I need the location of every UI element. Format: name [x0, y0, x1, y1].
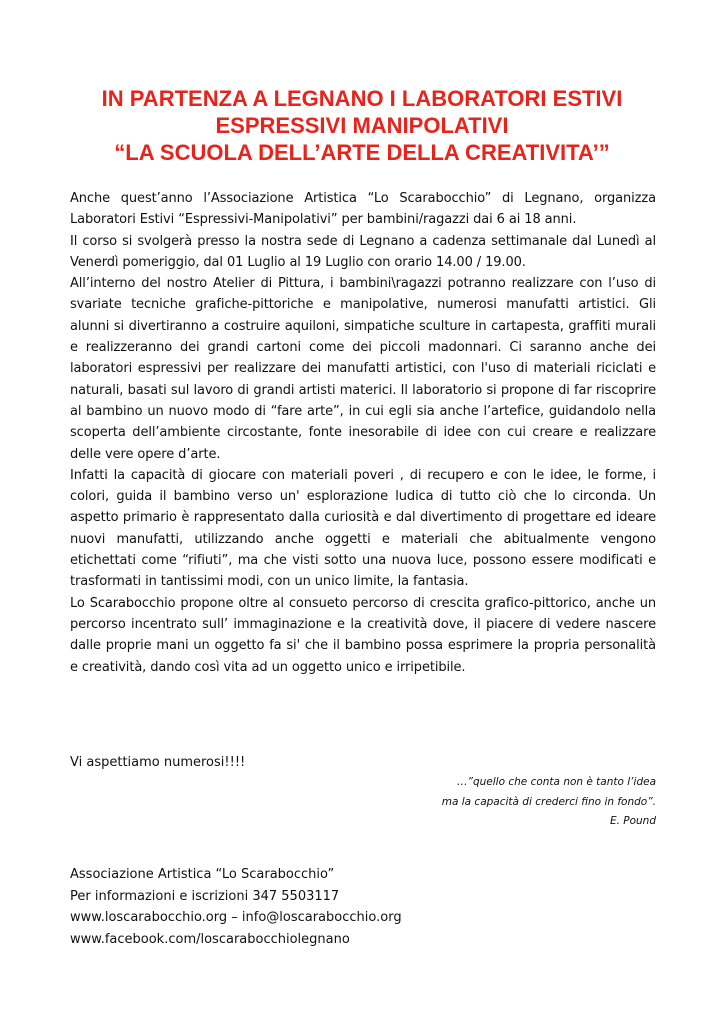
quote-line-2: ma la capacità di crederci fino in fondo”. — [441, 795, 656, 808]
title-line-1: IN PARTENZA A LEGNANO I LABORATORI ESTIVI — [101, 86, 623, 111]
paragraph-schedule: Il corso si svolgerà presso la nostra sede di Legnano a cadenza settimanale dal Lunedì al Venerdì pomeriggio, dal 01 Luglio al 19 Luglio con orario 14.00 / 19.00. — [70, 233, 656, 270]
body-text — [70, 188, 656, 678]
paragraph-creativity: Lo Scarabocchio propone oltre al consueto percorso di crescita grafico-pittorico, anche un percorso incentrato sull’ immaginazione e la creatività dove, il piacere di vedere nascere dalle proprie mani un oggetto fa si' che il bambino possa esprimere la propria personalità e creatività, dando così vita ad un oggetto unico e irripetibile. — [70, 595, 656, 675]
paragraph-materials: Infatti la capacità di giocare con materiali poveri , di recupero e con le idee, le forme, i colori, guida il bambino verso un' esplorazione ludica di tutto ciò che lo circonda. Un aspetto primario è rappresentato dalla curiosità e dal divertimento di progettare ed ideare nuovi manufatti, utilizzando anche oggetti e materiali che abitualmente vengono etichettati come “rifiuti”, ma che visti sotto una nuova luce, possono essere modificati e trasformati in tantissimi modi, con un unico limite, la fantasia. — [70, 467, 656, 590]
footer-organization: Associazione Artistica “Lo Scarabocchio” — [70, 867, 335, 882]
footer-website-email[interactable]: www.loscarabocchio.org – info@loscarabocchio.org — [70, 910, 402, 925]
title-line-3: “LA SCUOLA DELL’ARTE DELLA CREATIVITA’” — [114, 140, 610, 165]
footer-phone-info: Per informazioni e iscrizioni 347 5503117 — [70, 888, 340, 904]
title-line-2: ESPRESSIVI MANIPOLATIVI — [215, 113, 509, 138]
contact-footer — [70, 864, 402, 950]
closing-line: Vi aspettiamo numerosi!!!! — [70, 755, 246, 770]
page-title — [40, 85, 684, 166]
footer-facebook-link[interactable]: www.facebook.com/loscarabocchiolegnano — [70, 931, 350, 947]
paragraph-intro: Anche quest’anno l’Associazione Artistica “Lo Scarabocchio” di Legnano, organizza Laboratori Estivi “Espressivi-Manipolativi” per bambini/ragazzi dai 6 ai 18 anni. — [70, 191, 656, 228]
quote-author: E. Pound — [609, 815, 656, 827]
quote-line-1: …”quello che conta non è tanto l’idea — [457, 776, 656, 788]
quote-block — [336, 773, 656, 832]
paragraph-atelier: All’interno del nostro Atelier di Pittura, i bambini\ragazzi potranno realizzare con l’uso di svariate tecniche grafiche-pittoriche e manipolative, numerosi manufatti artistici. Gli alunni si divertiranno a costruire aquiloni, simpatiche sculture in cartapesta, graffiti murali e realizzeranno dei grandi cartoni come dei piccoli madonnari. Ci saranno anche dei laboratori espressivi per realizzare dei manufatti artistici, con l'uso di materiali riciclati e naturali, basati sul lavoro di grandi artisti materici. Il laboratorio si propone di far riscoprire al bambino un nuovo modo di “fare arte”, in cui egli sia anche l’artefice, guidandolo nella scoperta dell’ambiente circostante, fonte inesorabile di idee con cui creare e realizzare delle vere opere d’arte. — [70, 276, 656, 462]
